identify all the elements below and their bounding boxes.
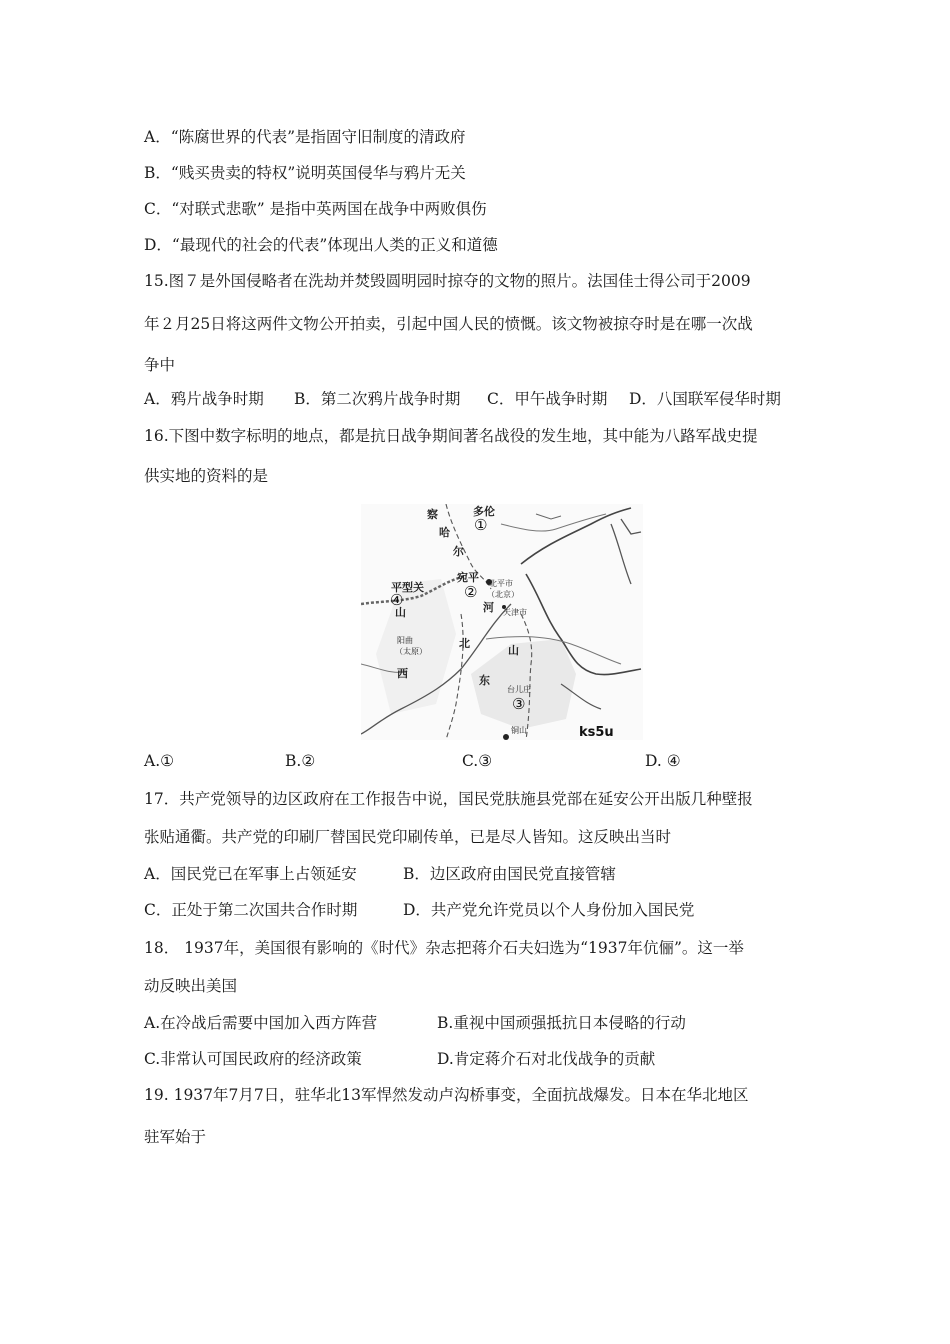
- map-label-shan2: 山: [508, 644, 519, 657]
- q14-option-d: D．“最现代的社会的代表”体现出人类的正义和道德: [144, 236, 498, 254]
- map-label-er: 尔: [453, 545, 464, 558]
- q14-option-a: A．“陈腐世界的代表”是指固守旧制度的清政府: [144, 128, 466, 146]
- q18-stem-line: 动反映出美国: [144, 977, 238, 995]
- q17-stem-line: 张贴通衢。共产党的印刷厂替国民党印刷传单，已是尽人皆知。这反映出当时: [144, 828, 672, 846]
- battle-map: [361, 504, 643, 740]
- q16-option-b: B.②: [285, 752, 316, 770]
- q17-option-d: D．共产党允许党员以个人身份加入国民党: [403, 901, 695, 919]
- q16-option-d: D. ④: [645, 752, 681, 770]
- q16-stem-line: 16.下图中数字标明的地点，都是抗日战争期间著名战役的发生地，其中能为八路军战史提: [144, 427, 758, 445]
- q15-option-d: D．八国联军侵华时期: [629, 390, 781, 408]
- q18-option-d: D.肯定蒋介石对北伐战争的贡献: [437, 1050, 656, 1068]
- map-label-xi: 西: [397, 667, 408, 680]
- map-label-taierzhuang: 台儿庄: [507, 685, 531, 694]
- q17-option-c: C．正处于第二次国共合作时期: [144, 901, 358, 919]
- map-label-duolun: 多伦: [473, 505, 495, 518]
- q15-stem-line: 15.图７是外国侵略者在洗劫并焚毁圆明园时掠夺的文物的照片。法国佳士得公司于2009: [144, 272, 751, 290]
- q15-option-b: B．第二次鸦片战争时期: [294, 390, 461, 408]
- q16-stem-line: 供实地的资料的是: [144, 467, 269, 485]
- q15-option-c: C．甲午战争时期: [487, 390, 608, 408]
- map-label-shan1: 山: [395, 606, 406, 619]
- q19-stem-line: 19. 1937年7月7日，驻华北13军悍然发动卢沟桥事变，全面抗战爆发。日本在华北地区: [144, 1086, 749, 1104]
- map-label-beiping: 北平市: [489, 579, 513, 588]
- map-label-taiyuan: （太原）: [395, 647, 427, 656]
- q18-option-b: B.重视中国顽强抵抗日本侵略的行动: [437, 1014, 686, 1032]
- q18-option-a: A.在冷战后需要中国加入西方阵营: [144, 1014, 378, 1032]
- map-label-pingxingguan: 平型关: [391, 581, 424, 594]
- map-label-dong: 东: [479, 674, 490, 687]
- map-label-cha: 察: [427, 508, 438, 521]
- q15-option-a: A．鸦片战争时期: [144, 390, 264, 408]
- q18-stem-line: 18． 1937年，美国很有影响的《时代》杂志把蒋介石夫妇选为“1937年伉俪”。这一举: [144, 939, 744, 957]
- map-marker-1: ①: [474, 516, 488, 534]
- map-label-ha: 哈: [439, 526, 450, 539]
- q17-option-a: A．国民党已在军事上占领延安: [144, 865, 357, 883]
- q18-option-c: C.非常认可国民政府的经济政策: [144, 1050, 362, 1068]
- q19-stem-line: 驻军始于: [144, 1128, 207, 1146]
- q17-option-b: B．边区政府由国民党直接管辖: [403, 865, 616, 883]
- map-watermark: ks5u: [579, 725, 614, 740]
- q16-option-a: A.①: [144, 752, 175, 770]
- map-marker-4: ④: [390, 591, 404, 609]
- map-label-he: 河: [483, 601, 494, 614]
- q15-stem-line: 年２月25日将这两件文物公开拍卖，引起中国人民的愤慨。该文物被掠夺时是在哪一次战: [144, 315, 753, 333]
- map-label-bei: 北: [459, 637, 470, 650]
- q14-option-c: C．“对联式悲歌” 是指中英两国在战争中两败俱伤: [144, 200, 487, 218]
- q15-stem-line: 争中: [144, 356, 176, 374]
- map-label-beijing: （北京）: [487, 590, 519, 599]
- map-marker-3: ③: [512, 695, 526, 713]
- map-marker-2: ②: [464, 583, 478, 601]
- map-label-yangqu: 阳曲: [397, 636, 413, 645]
- battle-map-drawing: [361, 504, 643, 740]
- map-label-wanping: 宛平: [457, 571, 479, 584]
- q14-option-b: B．“贱买贵卖的特权”说明英国侵华与鸦片无关: [144, 164, 466, 182]
- map-label-xuzhou: 铜山: [511, 726, 527, 735]
- map-label-tianjin: 天津市: [503, 608, 527, 617]
- q16-option-c: C.③: [462, 752, 493, 770]
- q17-stem-line: 17．共产党领导的边区政府在工作报告中说，国民党肤施县党部在延安公开出版几种壁报: [144, 790, 753, 808]
